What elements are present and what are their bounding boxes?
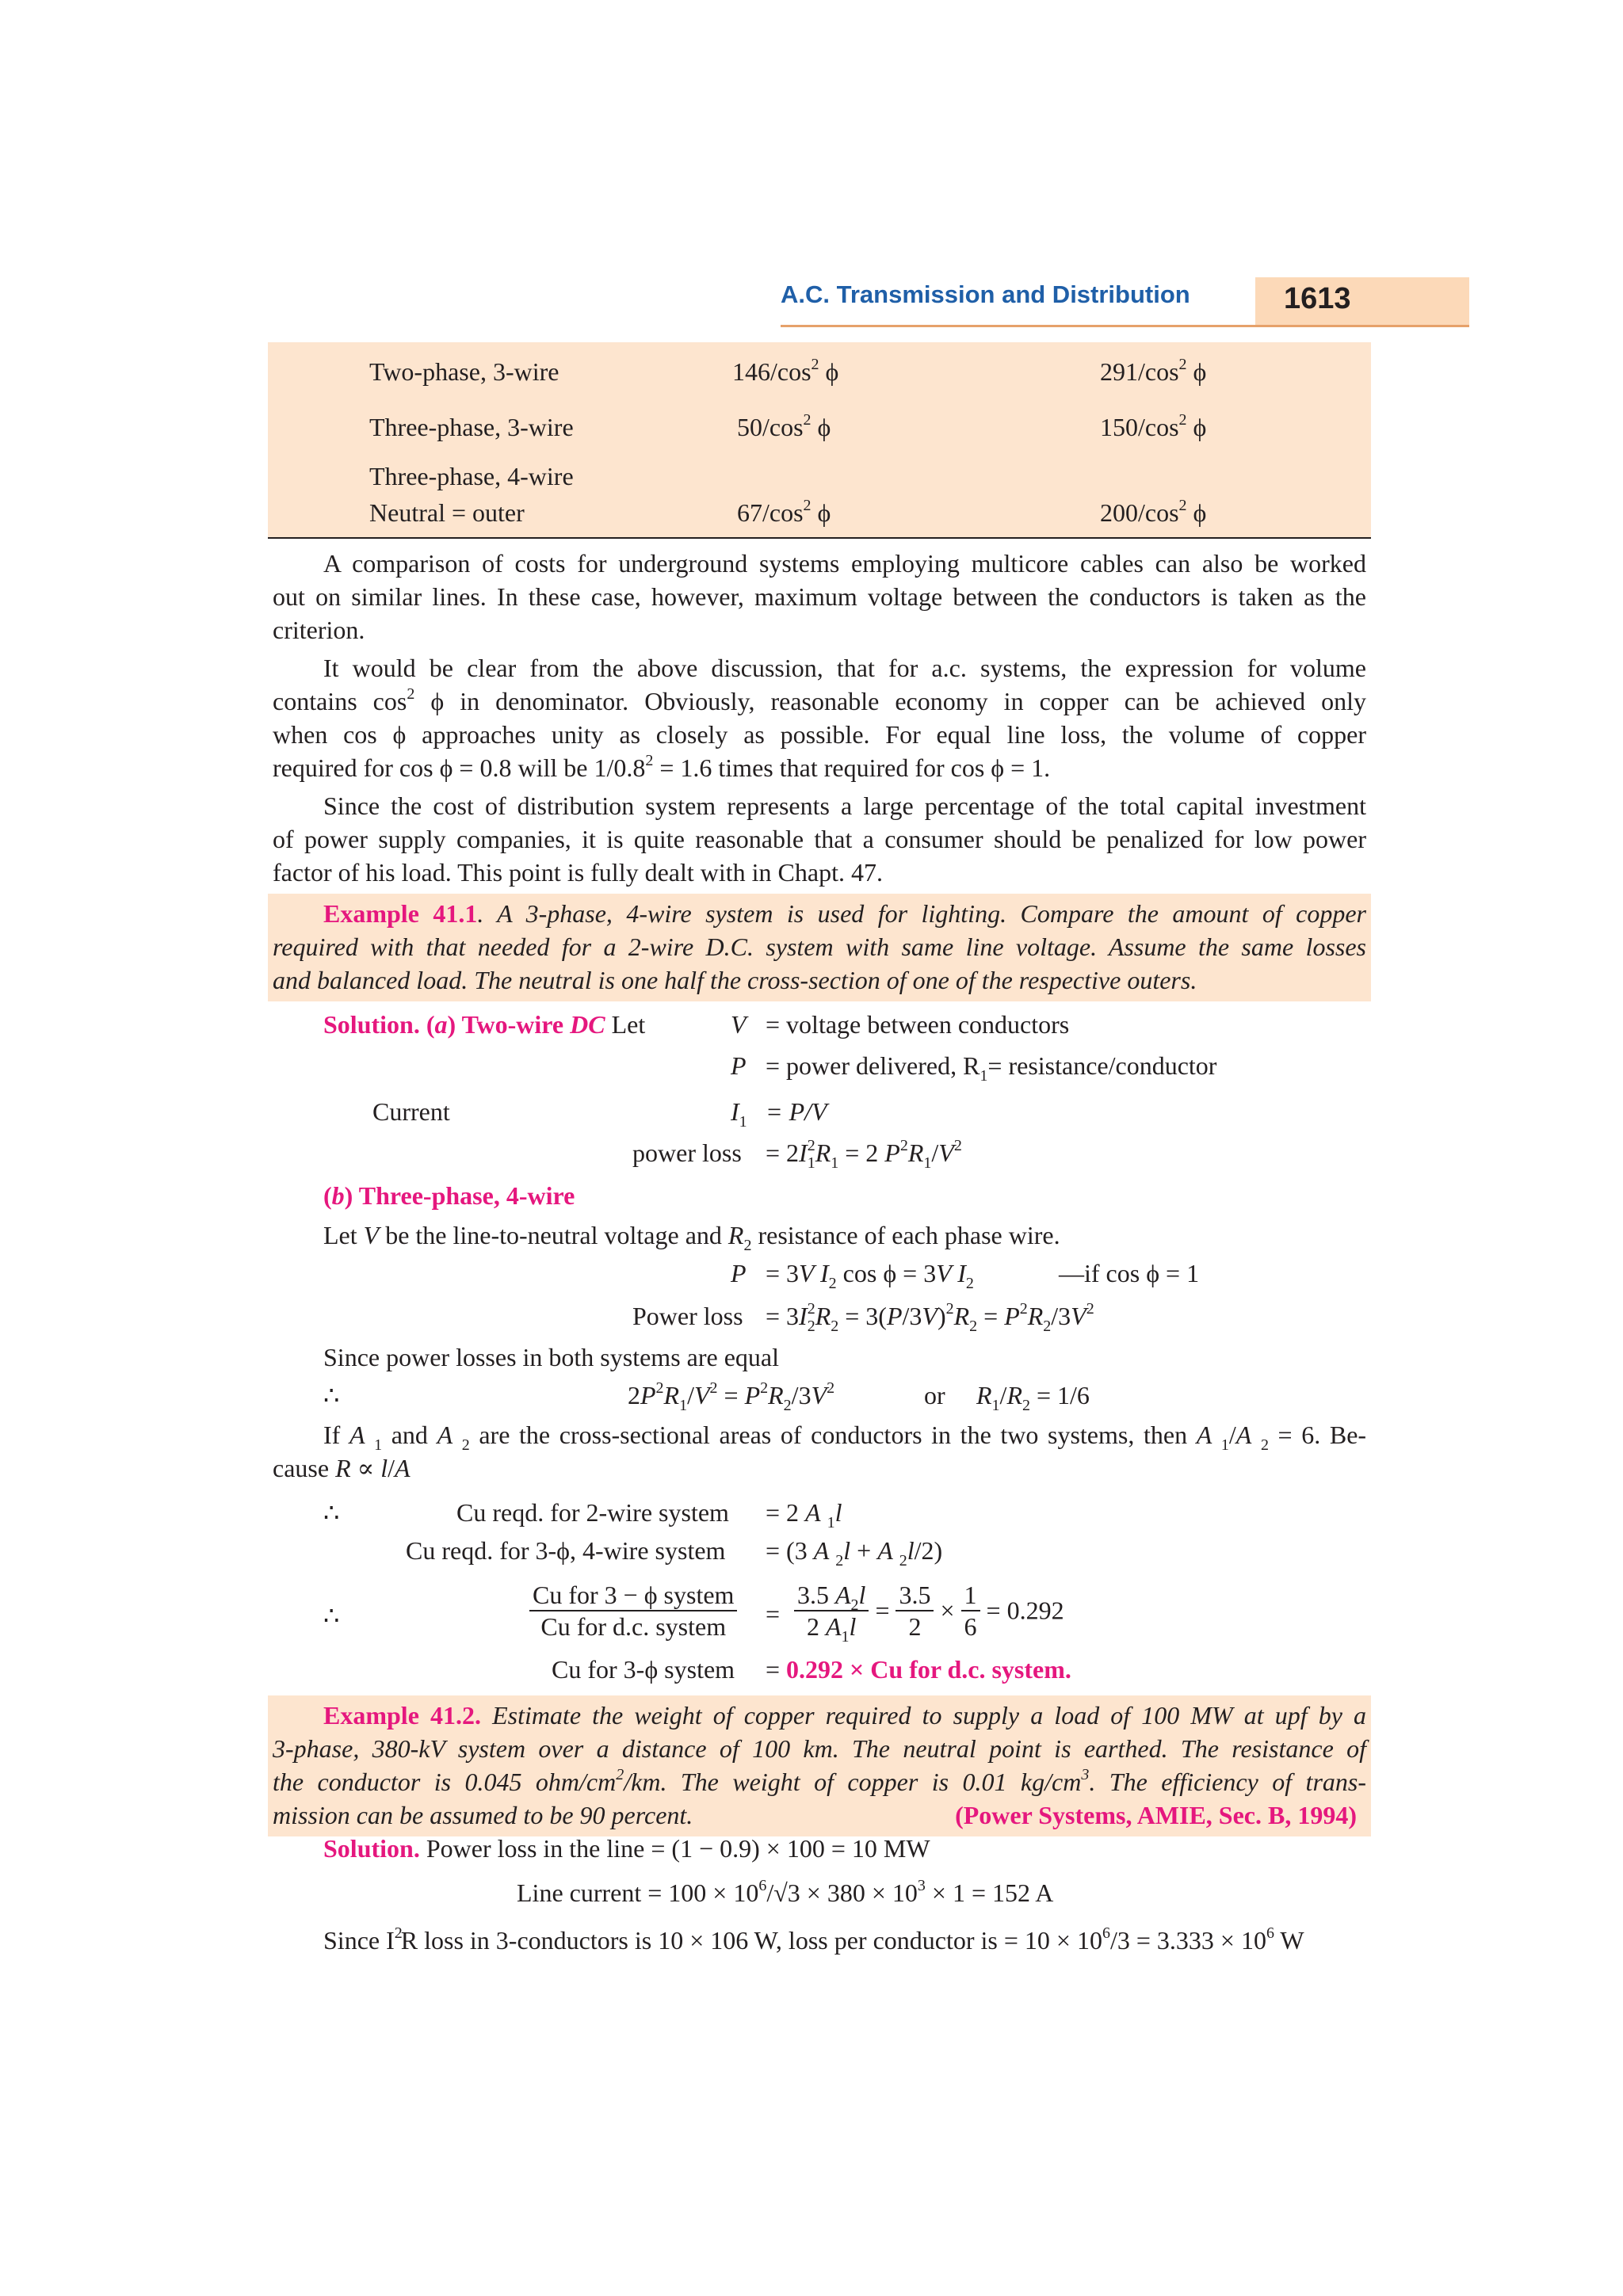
example-1-line-1: Example 41.1. A 3-phase, 4-wire system is used for lighting. Compare the amount of copper <box>323 899 1367 928</box>
page-number: 1613 <box>1284 282 1351 315</box>
power-loss-label-b: Power loss <box>632 1302 743 1330</box>
eq-equal-losses: $2P^2R_1/V^2 = P^2R_2/3V^2$ <box>628 1379 835 1414</box>
table-row-3-col3: $200/\cos^2$ ϕ <box>1100 497 1207 527</box>
paragraph-3-line-2: of power supply companies, it is quite reasonable that a consumer should be penalized for low power <box>273 825 1366 853</box>
therefore-2: ∴ <box>323 1498 340 1527</box>
eq-v-rhs: = voltage between conductors <box>766 1010 1070 1039</box>
cu-2wire-label: Cu reqd. for 2-wire system <box>456 1498 729 1527</box>
eq-p-def: P <box>731 1051 747 1080</box>
ratio-fraction-denominator: Cu for d.c. system <box>540 1612 727 1641</box>
cu-3phase-label: Cu reqd. for 3-ϕ, 4-wire system <box>406 1536 726 1565</box>
paragraph-3-line-1: Since the cost of distribution system represents a large percentage of the total capital investment <box>323 791 1366 820</box>
table-row-3-col2: $67/\cos^2$ ϕ <box>737 497 831 527</box>
eq-i1-lhs: $I_1$ <box>731 1097 747 1131</box>
ratio-fraction-numerator: Cu for 3 − ϕ system <box>529 1580 737 1611</box>
table-row-1-system: Two-phase, 3-wire <box>369 357 559 386</box>
running-header <box>0 277 1623 325</box>
example-2 <box>273 1699 1366 1832</box>
table-row-1-col3: $291/\cos^2$ ϕ <box>1100 356 1207 386</box>
solution-2-line-current: Line current = $100 \times 10^6/√3 \times 380 \times 10^3 \times 1 = 152$ A <box>517 1877 1054 1907</box>
eq-p-b-lhs: P <box>731 1259 747 1287</box>
therefore-3: ∴ <box>323 1601 340 1630</box>
solution-2-line-3: Since $I^2R$ loss in 3-conductors is 10 × 106 W, loss per conductor is = $10 \times 10^6/3 = 3.333 \times 10^6$ W <box>323 1924 1304 1955</box>
eq-power-loss-a: = $2I^2_1R_1 = 2$ $P^2R_1/V^2$ <box>766 1137 962 1172</box>
eq-v-def: V <box>731 1010 747 1039</box>
or-text: or <box>924 1381 945 1409</box>
ratio-equals: = <box>766 1600 781 1628</box>
table-row-2-system: Three-phase, 3-wire <box>369 413 574 441</box>
solution-1-heading: Solution. (a) Two-wire DC Let <box>323 1010 646 1039</box>
equal-losses-text: Since power losses in both systems are equal <box>323 1343 779 1371</box>
paragraph-3 <box>273 789 1366 889</box>
paragraph-1-line-1: A comparison of costs for underground systems employing multicore cables can also be worked <box>323 549 1366 578</box>
therefore-1: ∴ <box>323 1381 340 1409</box>
paragraph-2-line-2: contains $\cos^2 \phi$ in denominator. Obviously, reasonable economy in copper can be achieved only <box>273 685 1367 715</box>
header-rule <box>781 325 1469 327</box>
example-2-line-2: 3-phase, 380-kV system over a distance of 100 km. The neutral point is earthed. The resistance of <box>273 1734 1366 1763</box>
solution-2-line-1: Solution. Power loss in the line = (1 − 0.9) × 100 = 10 MW <box>323 1834 930 1863</box>
example-1 <box>273 897 1366 997</box>
table-row-2-col2: $50/\cos^2$ ϕ <box>737 411 831 441</box>
example-2-line-3: the conductor is 0.045 ohm/$cm^2/km$. The weight of copper is 0.01 $kg/cm^3$. The efficiency of trans- <box>273 1766 1367 1796</box>
table-bottom-rule <box>268 537 1371 539</box>
part-b-heading: (b) Three-phase, 4-wire <box>323 1181 575 1210</box>
paragraph-1-line-3: criterion. <box>273 616 365 644</box>
table-row-3-system-line2: Neutral = outer <box>369 498 525 527</box>
cu-2wire-eq: = 2 A $_1$l <box>766 1498 842 1531</box>
example-2-source: (Power Systems, AMIE, Sec. B, 1994) <box>955 1801 1357 1829</box>
paragraph-2-line-3: when cos ϕ approaches unity as closely as possible. For equal line loss, the volume of copper <box>273 720 1366 749</box>
paragraph-2-line-1: It would be clear from the above discussion, that for a.c. systems, the expression for volume <box>323 654 1366 682</box>
area-line-1: If A $_1$ and A $_2$ are the cross-sectional areas of conductors in the two systems, then A $_1$/A $_2$ = 6. Be- <box>323 1421 1367 1454</box>
example-1-line-2: required with that needed for a 2-wire D.C. system with same line voltage. Assume the same losses <box>273 933 1366 961</box>
current-label: Current <box>372 1097 450 1126</box>
cu-3phase-final-label: Cu for 3-ϕ system <box>552 1655 735 1684</box>
area-paragraph <box>273 1418 1366 1485</box>
paragraph-1-line-2: out on similar lines. In these case, however, maximum voltage between the conductors is taken as the <box>273 582 1366 611</box>
table-row-2-col3: $150/\cos^2$ ϕ <box>1100 411 1207 441</box>
eq-power-loss-b: = $3I^2_2R_2 = 3(P/3V)^2R_2 = P^2R_2/3V^2$ <box>766 1300 1094 1335</box>
final-result: = 0.292 × Cu for d.c. system. <box>766 1655 1071 1684</box>
paragraph-3-line-3: factor of his load. This point is fully dealt with in Chapt. 47. <box>273 858 883 887</box>
example-2-line-4: mission can be assumed to be 90 percent. (Power Systems, AMIE, Sec. B, 1994) <box>273 1798 1366 1832</box>
part-b-let: Let V be the line-to-neutral voltage and $R_2$ resistance of each phase wire. <box>323 1221 1060 1254</box>
eq-if-cos: —if cos ϕ = 1 <box>1059 1259 1200 1287</box>
paragraph-1 <box>273 547 1366 646</box>
eq-p-rhs: = power delivered, $R_1=$ resistance/conductor <box>766 1051 1217 1085</box>
eq-i1-rhs: = P/V <box>766 1097 827 1126</box>
ratio-fraction-rhs: $\frac{3.5 A_2l}{2 A_1l}$ = $\frac{3.5}{2}$ × $\frac{1}{6}$ = 0.292 <box>794 1580 1064 1642</box>
area-line-2: cause R ∝ l/A <box>273 1454 411 1482</box>
ratio-fraction-lhs <box>529 1580 737 1642</box>
eq-p-b-rhs: = 3V $I_2$ cos ϕ = 3V $I_2$ <box>766 1259 974 1292</box>
power-loss-label: power loss <box>632 1138 742 1167</box>
eq-ratio: $R_1/R_2 = 1/6$ <box>976 1381 1090 1414</box>
paragraph-2 <box>273 651 1366 784</box>
example-1-line-3: and balanced load. The neutral is one half the cross-section of one of the respective outers. <box>273 966 1197 994</box>
table-row-1-col2: $146/\cos^2$ ϕ <box>732 356 839 386</box>
example-2-line-1: Example 41.2. Estimate the weight of copper required to supply a load of 100 MW at upf by a <box>323 1701 1367 1730</box>
paragraph-2-line-4: required for cos ϕ = 0.8 will be $1/0.8^2 = 1.6$ times that required for cos ϕ = 1. <box>273 752 1051 782</box>
cu-3phase-eq: = (3 A $_2$l + A $_2$l/2) <box>766 1536 943 1569</box>
chapter-title: A.C. Transmission and Distribution <box>781 280 1190 308</box>
table-row-3-system-line1: Three-phase, 4-wire <box>369 462 574 490</box>
